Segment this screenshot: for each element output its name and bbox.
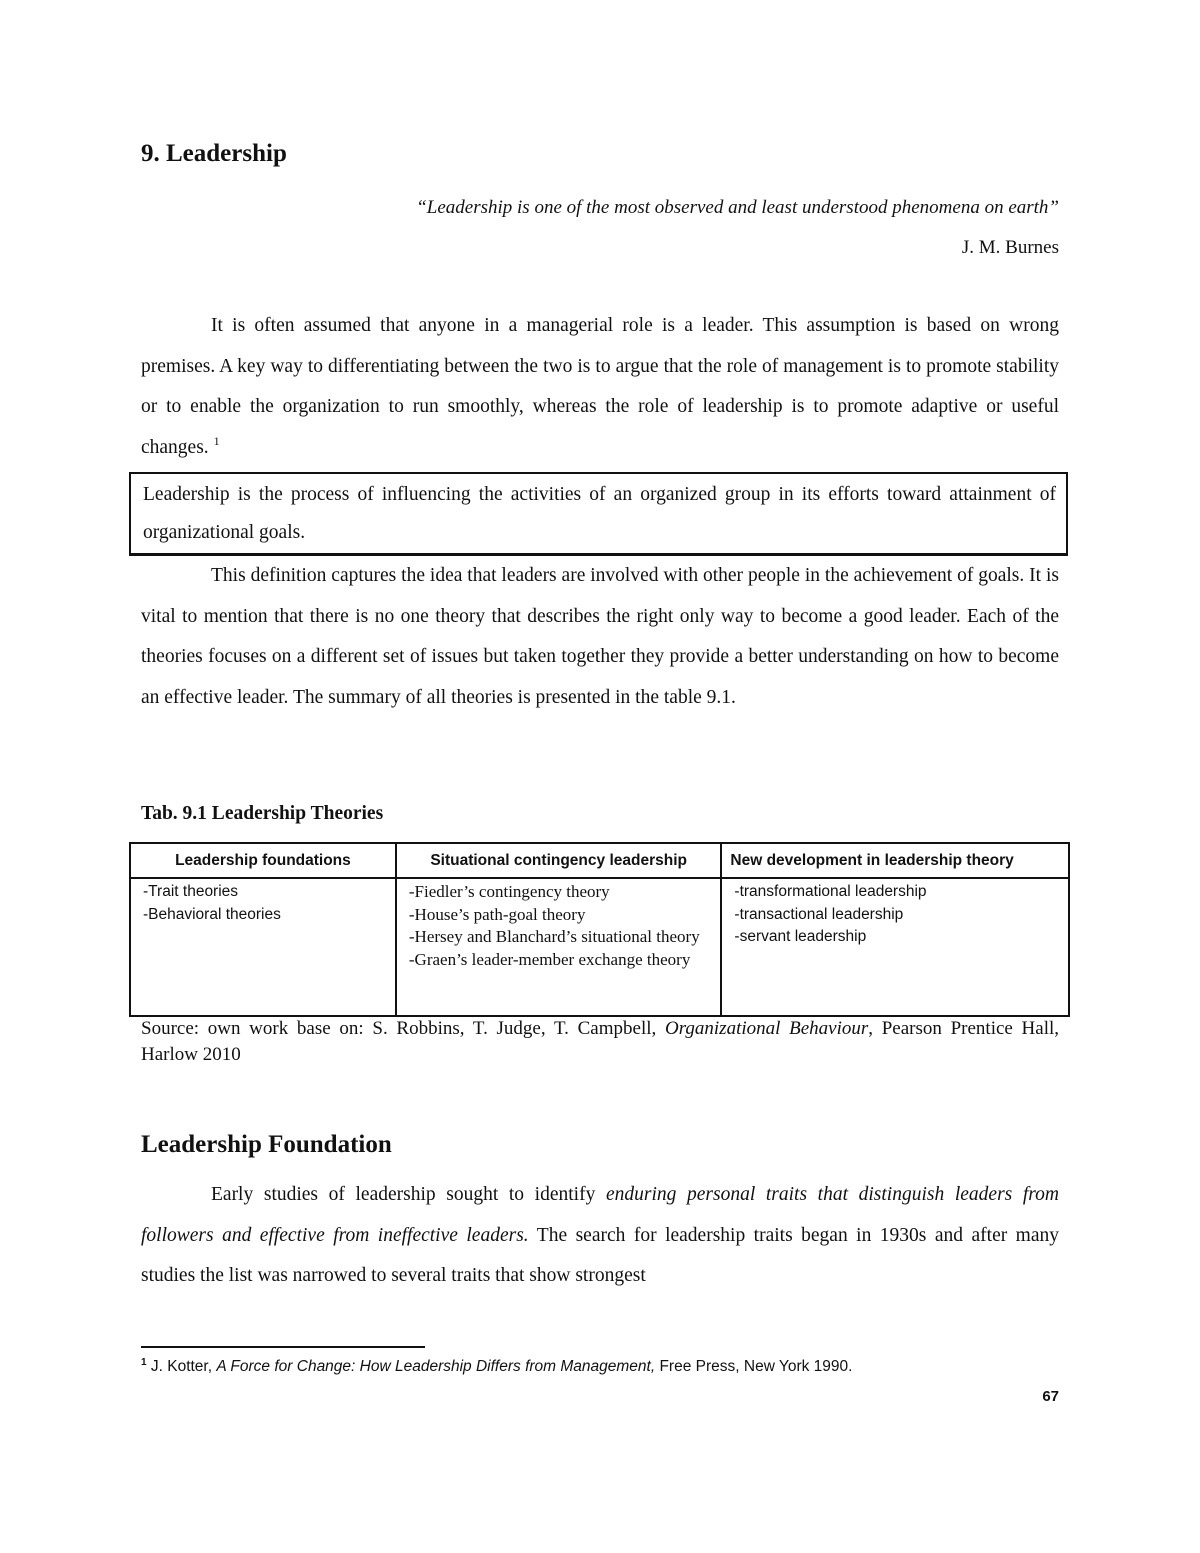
epigraph-author: J. M. Burnes [961, 237, 1059, 258]
list-item: -House’s path-goal theory [408, 904, 586, 924]
section-paragraph-start: Early studies of leadership sought to identify [211, 1184, 596, 1205]
footnote [141, 1358, 1059, 1376]
list-item: -transformational leadership [734, 883, 927, 900]
source-book-title: Organizational Behaviour [664, 1018, 869, 1039]
footnote-divider [141, 1346, 425, 1348]
table-cell-situational [396, 878, 722, 1016]
table-header-row [130, 843, 1069, 878]
footnote-marker: 1 [141, 1357, 147, 1368]
definition-discussion-paragraph: This definition captures the idea that leaders are involved with other people in the achievement of goals. It is vital to mention that there is no one theory that describes the right only way to become a good leader. Each of the theories focuses on a different set of issues but taken together they provide a better understanding on how to become an effective leader. The summary of all theories is presented in the table 9.1. [141, 565, 1059, 708]
epigraph-quote: “Leadership is one of the most observed and least understood phenomena on earth” [416, 197, 1059, 218]
section-paragraph-end: The search for leadership traits began in 1930s and after many studies the list was narrowed to several traits that show strongest [141, 1224, 1060, 1286]
table-header-situational: Situational contingency leadership [396, 843, 722, 878]
table-source-note [141, 1016, 1059, 1068]
table-header-foundations: Leadership foundations [130, 843, 396, 878]
list-item: -Behavioral theories [143, 905, 281, 923]
table-cell-new-development [721, 878, 1069, 1016]
intro-paragraph [141, 306, 1059, 468]
list-item: -Hersey and Blanchard’s situational theory [408, 927, 700, 946]
table-header-new-development: New development in leadership theory [721, 843, 1069, 878]
list-item: -transactional leadership [734, 905, 904, 923]
table-cell-foundations [130, 878, 396, 1016]
list-item: -Trait theories [143, 883, 239, 900]
source-prefix: Source: own work base on: S. Robbins, T. Judge, T. Campbell, [141, 1018, 657, 1039]
leadership-theories-table [129, 842, 1070, 1017]
section-heading: Leadership Foundation [141, 1131, 392, 1158]
source-suffix: , Pearson Prentice Hall, Harlow 2010 [141, 1018, 1060, 1065]
section-paragraph-emphasis: enduring personal traits that distinguish leaders from followers and effective from ineffective leaders. [141, 1184, 1059, 1246]
epigraph [141, 188, 1059, 268]
footnote-publisher: Free Press, New York 1990. [659, 1358, 853, 1375]
intro-paragraph-text: It is often assumed that anyone in a managerial role is a leader. This assumption is based on wrong premises. A key way to differentiating between the two is to argue that the role of management is to promote stability or to enable the organization to run smoothly, whereas the role of leadership is to promote adaptive or useful changes. [141, 315, 1059, 458]
footnote-author: J. Kotter, [150, 1358, 213, 1375]
definition-box [129, 472, 1068, 556]
definition-text: Leadership is the process of influencing the activities of an organized group in its efforts toward attainment of organizational goals. [143, 484, 1056, 543]
section-paragraph [141, 1175, 1059, 1297]
page-number: 67 [1042, 1388, 1059, 1405]
list-item: -Graen’s leader-member exchange theory [408, 949, 691, 969]
footnote-reference: 1 [213, 433, 220, 448]
list-item: -Fiedler’s contingency theory [408, 882, 610, 901]
table-caption: Tab. 9.1 Leadership Theories [141, 803, 384, 824]
footnote-title: A Force for Change: How Leadership Differs from Management, [216, 1358, 656, 1375]
list-item: -servant leadership [734, 928, 867, 945]
chapter-title: 9. Leadership [141, 140, 287, 167]
table-row [130, 878, 1069, 1016]
